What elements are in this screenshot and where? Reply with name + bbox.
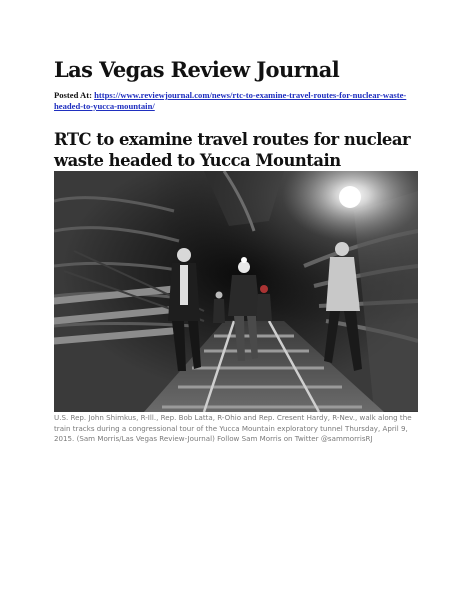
tunnel-lamp xyxy=(339,186,361,208)
tunnel-photo xyxy=(54,171,418,412)
article-headline: RTC to examine travel routes for nuclear waste headed to Yucca Mountain xyxy=(54,130,411,170)
article-url-link[interactable]: https://www.reviewjournal.com/news/rtc-to-examine-travel-routes-for-nuclear-waste-headed-to-yucca-mountain/ xyxy=(54,90,407,111)
photo-caption: U.S. Rep. John Shimkus, R-Ill., Rep. Bob Latta, R-Ohio and Rep. Cresent Hardy, R-Nev., walk along the train tracks during a congressional tour of the Yucca Mountain exploratory tunnel Thursday, April 9, 2015. (Sam Morris/Las Vegas Review-Journal) Follow Sam Morris on Twitter @sammorrisRJ xyxy=(54,413,412,444)
publication-title: Las Vegas Review Journal xyxy=(54,57,340,82)
posted-at-label: Posted At: xyxy=(54,90,92,100)
posted-at-line xyxy=(54,90,414,111)
